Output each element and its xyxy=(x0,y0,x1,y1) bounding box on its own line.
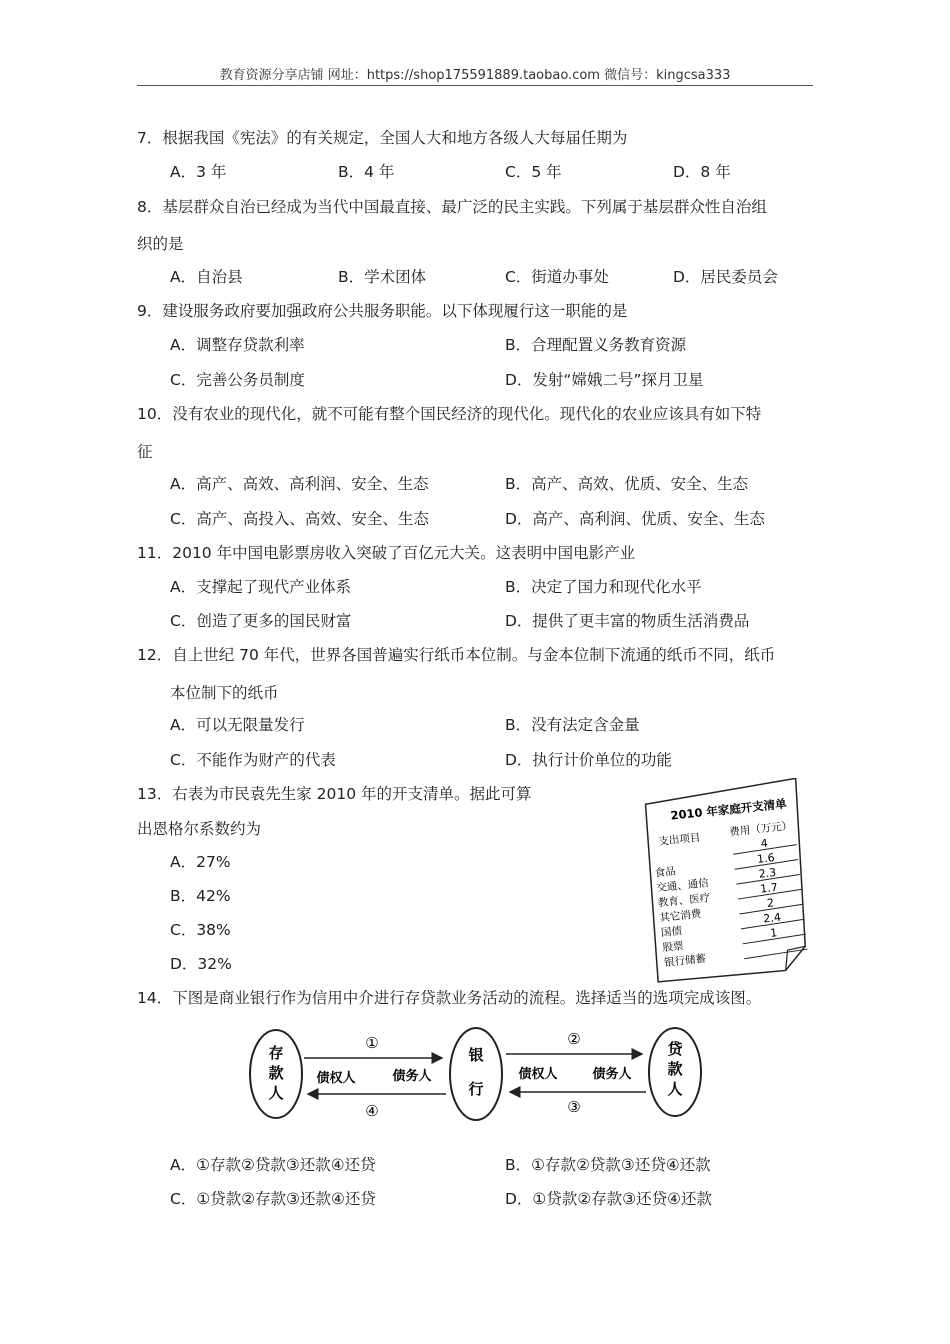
q11-option-d[interactable]: D．提供了更丰富的物质生活消费品 xyxy=(505,612,750,630)
right-creditor: 债权人 xyxy=(518,1067,558,1082)
q7-stem: 7．根据我国《宪法》的有关规定，全国人大和地方各级人大每届任期为 xyxy=(137,129,628,147)
sheet-title: 2010 年家庭开支清单 xyxy=(669,796,788,823)
q8-option-a[interactable]: A．自治县 xyxy=(170,268,243,286)
q14-stem: 14．下图是商业银行作为信用中介进行存贷款业务活动的流程。选择适当的选项完成该图。 xyxy=(137,989,762,1007)
q13-stem-cont: 出恩格尔系数约为 xyxy=(137,820,262,838)
sheet-row-item: 食品 xyxy=(654,865,677,880)
q9-option-d[interactable]: D．发射“嫦娥二号”探月卫星 xyxy=(505,371,704,389)
q9-option-c[interactable]: C．完善公务员制度 xyxy=(170,371,305,389)
q10-option-d[interactable]: D．高产、高利润、优质、安全、生态 xyxy=(505,510,765,528)
sheet-row-cost: 1 xyxy=(769,926,778,940)
q12-option-a[interactable]: A．可以无限量发行 xyxy=(170,716,305,734)
sheet-row-item: 教育、医疗 xyxy=(657,891,711,910)
label-1: ① xyxy=(365,1034,379,1052)
sheet-row-item: 交通、通信 xyxy=(655,877,710,895)
q9-stem: 9．建设服务政府要加强政府公共服务职能。以下体现履行这一职能的是 xyxy=(137,302,628,320)
sheet-row-item: 其它消费 xyxy=(658,908,702,925)
q13-option-d[interactable]: D．32% xyxy=(170,955,232,973)
q14-option-d[interactable]: D．①贷款②存款③还贷④还款 xyxy=(505,1190,713,1208)
left-creditor: 债权人 xyxy=(316,1071,356,1086)
header-divider xyxy=(137,85,813,86)
sheet-row-cost: 2 xyxy=(766,896,775,911)
q10-stem-cont: 征 xyxy=(137,443,153,461)
sheet-row-cost: 4 xyxy=(760,836,769,851)
depositor-char-1: 存 xyxy=(268,1044,284,1062)
q13-stem: 13．右表为市民袁先生家 2010 年的开支清单。据此可算 xyxy=(137,785,532,803)
sheet-row-cost: 1.6 xyxy=(756,851,776,866)
sheet-row-item: 国债 xyxy=(660,925,683,940)
sheet-col-item: 支出项目 xyxy=(657,831,701,849)
q8-option-c[interactable]: C．街道办事处 xyxy=(505,268,609,286)
q13-option-a[interactable]: A．27% xyxy=(170,853,231,871)
sheet-row-item: 股票 xyxy=(662,940,685,955)
q10-option-a[interactable]: A．高产、高效、高利润、安全、生态 xyxy=(170,475,429,493)
right-debtor: 债务人 xyxy=(592,1067,632,1082)
page-header: 教育资源分享店铺 网址：https://shop175591889.taobao.com 微信号：kingcsa333 xyxy=(219,68,731,83)
sheet-col-cost: 费用（万元） xyxy=(728,820,793,839)
q14-option-b[interactable]: B．①存款②贷款③还贷④还款 xyxy=(505,1156,711,1174)
label-2: ② xyxy=(567,1030,581,1048)
left-debtor: 债务人 xyxy=(392,1069,432,1084)
q7-option-b[interactable]: B．4 年 xyxy=(338,163,395,181)
depositor-char-2: 款 xyxy=(268,1064,284,1082)
expense-sheet-figure xyxy=(640,778,816,984)
q10-stem: 10．没有农业的现代化，就不可能有整个国民经济的现代化。现代化的农业应该具有如下特 xyxy=(137,405,762,423)
bank-char-2: 行 xyxy=(468,1080,484,1098)
q12-option-d[interactable]: D．执行计价单位的功能 xyxy=(505,751,672,769)
borrower-char-3: 人 xyxy=(667,1080,683,1098)
borrower-char-1: 贷 xyxy=(667,1040,683,1058)
q12-option-b[interactable]: B．没有法定含金量 xyxy=(505,716,640,734)
q8-option-d[interactable]: D．居民委员会 xyxy=(673,268,778,286)
sheet-row-item: 银行储蓄 xyxy=(663,952,707,970)
q8-stem: 8．基层群众自治已经成为当代中国最直接、最广泛的民主实践。下列属于基层群众性自治组 xyxy=(137,198,767,216)
q8-option-b[interactable]: B．学术团体 xyxy=(338,268,427,286)
q7-option-c[interactable]: C．5 年 xyxy=(505,163,562,181)
q12-option-c[interactable]: C．不能作为财产的代表 xyxy=(170,751,336,769)
bank-node xyxy=(450,1028,502,1120)
q11-stem: 11．2010 年中国电影票房收入突破了百亿元大关。这表明中国电影产业 xyxy=(137,544,636,562)
q14-option-a[interactable]: A．①存款②贷款③还款④还贷 xyxy=(170,1156,376,1174)
label-4: ④ xyxy=(365,1102,379,1120)
q8-stem-cont: 织的是 xyxy=(137,235,184,253)
q10-option-b[interactable]: B．高产、高效、优质、安全、生态 xyxy=(505,475,749,493)
sheet-row-cost: 2.3 xyxy=(758,865,777,881)
q9-option-b[interactable]: B．合理配置义务教育资源 xyxy=(505,336,687,354)
q11-option-b[interactable]: B．决定了国力和现代化水平 xyxy=(505,578,702,596)
label-3: ③ xyxy=(567,1098,581,1116)
q11-option-c[interactable]: C．创造了更多的国民财富 xyxy=(170,612,352,630)
q9-option-a[interactable]: A．调整存贷款利率 xyxy=(170,336,305,354)
q7-option-d[interactable]: D．8 年 xyxy=(673,163,731,181)
q10-option-c[interactable]: C．高产、高投入、高效、安全、生态 xyxy=(170,510,429,528)
q13-option-c[interactable]: C．38% xyxy=(170,921,231,939)
q13-option-b[interactable]: B．42% xyxy=(170,887,231,905)
q11-option-a[interactable]: A．支撑起了现代产业体系 xyxy=(170,578,352,596)
depositor-char-3: 人 xyxy=(268,1084,284,1102)
q7-option-a[interactable]: A．3 年 xyxy=(170,163,227,181)
sheet-row-cost: 1.7 xyxy=(759,880,779,896)
bank-char-1: 银 xyxy=(468,1046,484,1064)
q14-option-c[interactable]: C．①贷款②存款③还款④还贷 xyxy=(170,1190,376,1208)
sheet-row-cost: 2.4 xyxy=(762,910,782,926)
q12-stem: 12．自上世纪 70 年代，世界各国普遍实行纸币本位制。与金本位制下流通的纸币不同，纸币 xyxy=(137,646,776,664)
credit-flow-diagram xyxy=(240,1016,720,1128)
borrower-char-2: 款 xyxy=(667,1060,683,1078)
q12-stem-cont: 本位制下的纸币 xyxy=(170,684,279,702)
